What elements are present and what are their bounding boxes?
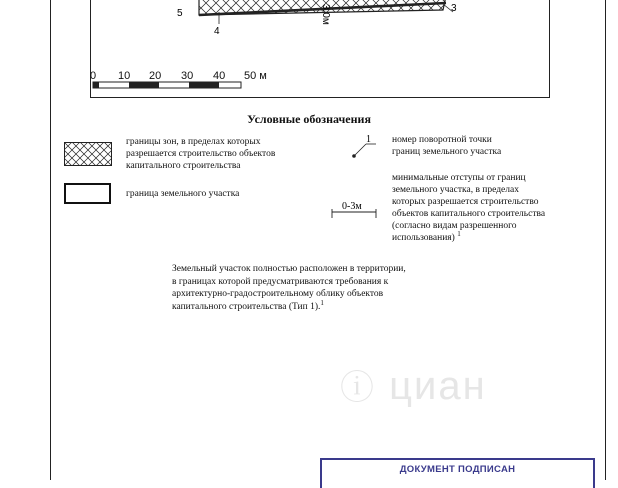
offset-icon [330,198,386,222]
marker-label: 0-3м [342,201,362,212]
legend-item-offset-body: минимальные отступы от границ земельного участка, в пределах которых разрешается строительство объектов капитального строительства (согласно видам разрешенного использования) [392,173,546,243]
zone-note [172,263,472,313]
point-label-5: 5 [177,8,183,19]
zone-note-text: Земельный участок полностью расположен в территории, в границах которой предусматриваются требования к архитектурно-градостроительному облику объектов капитального строительства (Тип 1). [172,264,406,312]
plot-map-frame [90,0,550,98]
scale-tick-label: 30 [181,70,194,82]
logo-icon: ⓘ [340,369,376,407]
legend-title: Условные обозначения [247,112,371,126]
scale-bar-segment [93,82,99,88]
watermark-text: циан [389,364,487,408]
scale-tick-label: 0 [90,70,97,82]
scale-bar-segment [129,82,159,88]
plot-map-drawing [91,0,551,98]
footnote-marker: 1 [320,298,324,307]
point-label-4: 4 [214,26,220,37]
marker-label: 1 [366,134,371,145]
offset-label: 3,0м [320,4,331,25]
scale-tick-label: 40 [213,70,226,82]
hatch-icon [64,142,112,166]
legend-item-border-text: граница земельного участка [126,189,240,199]
scale-tick-label: 50 м [244,70,267,82]
stamp-text: ДОКУМЕНТ ПОДПИСАН [399,464,516,475]
legend-item-point-text: номер поворотной точки границ земельного участка [392,135,502,157]
signature-stamp [320,458,595,488]
scale-tick-label: 10 [118,70,131,82]
scale-bar-segment [189,82,219,88]
legend-item-zones-text: границы зон, в пределах которых разрешается строительство объектов капитального строительства [126,137,276,171]
scale-tick-label: 20 [149,70,162,82]
footnote-marker: 1 [457,230,461,238]
watermark [340,360,487,409]
sheet-left-border [50,0,51,480]
point-label-3: 3 [451,3,457,14]
border-icon [64,183,111,204]
turning-point-icon [346,134,382,164]
legend-item-offset-text [392,172,607,244]
